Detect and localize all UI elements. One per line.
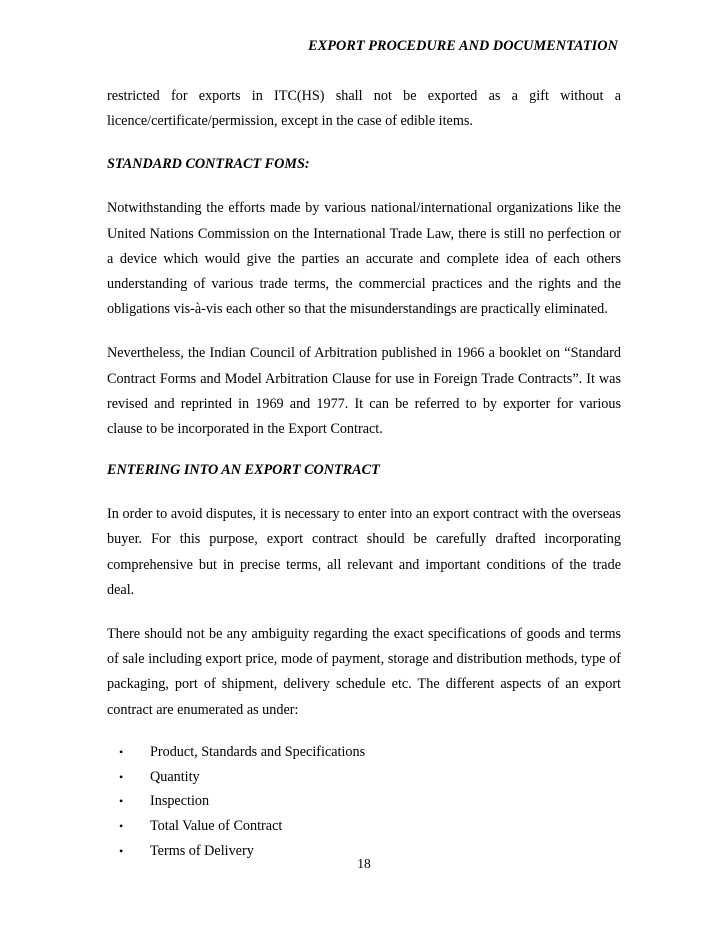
page-header: EXPORT PROCEDURE AND DOCUMENTATION [308,38,618,54]
bullet-icon: • [119,744,124,759]
list-item [117,814,631,839]
list-item [117,740,631,765]
bullet-icon: • [119,794,124,809]
bullet-icon: • [119,769,124,784]
document-body [107,84,621,868]
intro-paragraph: restricted for exports in ITC(HS) shall not be exported as a gift without a licence/certificate/permission, except in the case of edible items. [107,88,621,130]
list-item [117,765,631,790]
section-heading-entering-export-contract: ENTERING INTO AN EXPORT CONTRACT [107,462,380,479]
entering-paragraph-1: In order to avoid disputes, it is necessary to enter into an export contract with the overseas buyer. For this purpose, export contract should be carefully drafted incorporating comprehensive but in precise terms, all relevant and important conditions of the trade deal. [107,506,621,598]
list-item-text: Quantity [150,768,200,785]
section-heading-standard-contract-forms: STANDARD CONTRACT FOMS: [107,156,310,173]
standard-paragraph-1: Notwithstanding the efforts made by various national/international organizations like the United Nations Commission on the International Trade Law, there is still no perfection or a device which would give the parties an accurate and complete idea of each others understanding of various trade terms, the commercial practices and the rights and the obligations vis-à-vis each other so that the misunderstandings are practically eliminated. [107,200,621,318]
entering-paragraph-2: There should not be any ambiguity regarding the exact specifications of goods and terms of sale including export price, mode of payment, storage and distribution methods, type of packaging, port of shipment, delivery schedule etc. The different aspects of an export contract are enumerated as under: [107,626,621,718]
contract-aspects-list [117,740,631,864]
list-item [117,789,631,814]
standard-paragraph-2: Nevertheless, the Indian Council of Arbitration published in 1966 a booklet on “Standard Contract Forms and Model Arbitration Clause for use in Foreign Trade Contracts”. It was revised and reprinted in 1969 and 1977. It can be referred to by exporter for various clause to be incorporated in the Export Contract. [107,345,621,438]
list-item-text: Total Value of Contract [150,818,283,835]
page-number: 18 [357,856,371,871]
bullet-icon: • [119,819,124,834]
bullet-icon: • [119,844,124,859]
list-item-text: Product, Standards and Specifications [150,743,366,760]
list-item-text: Inspection [150,793,210,810]
list-item-text: Terms of Delivery [150,843,254,860]
